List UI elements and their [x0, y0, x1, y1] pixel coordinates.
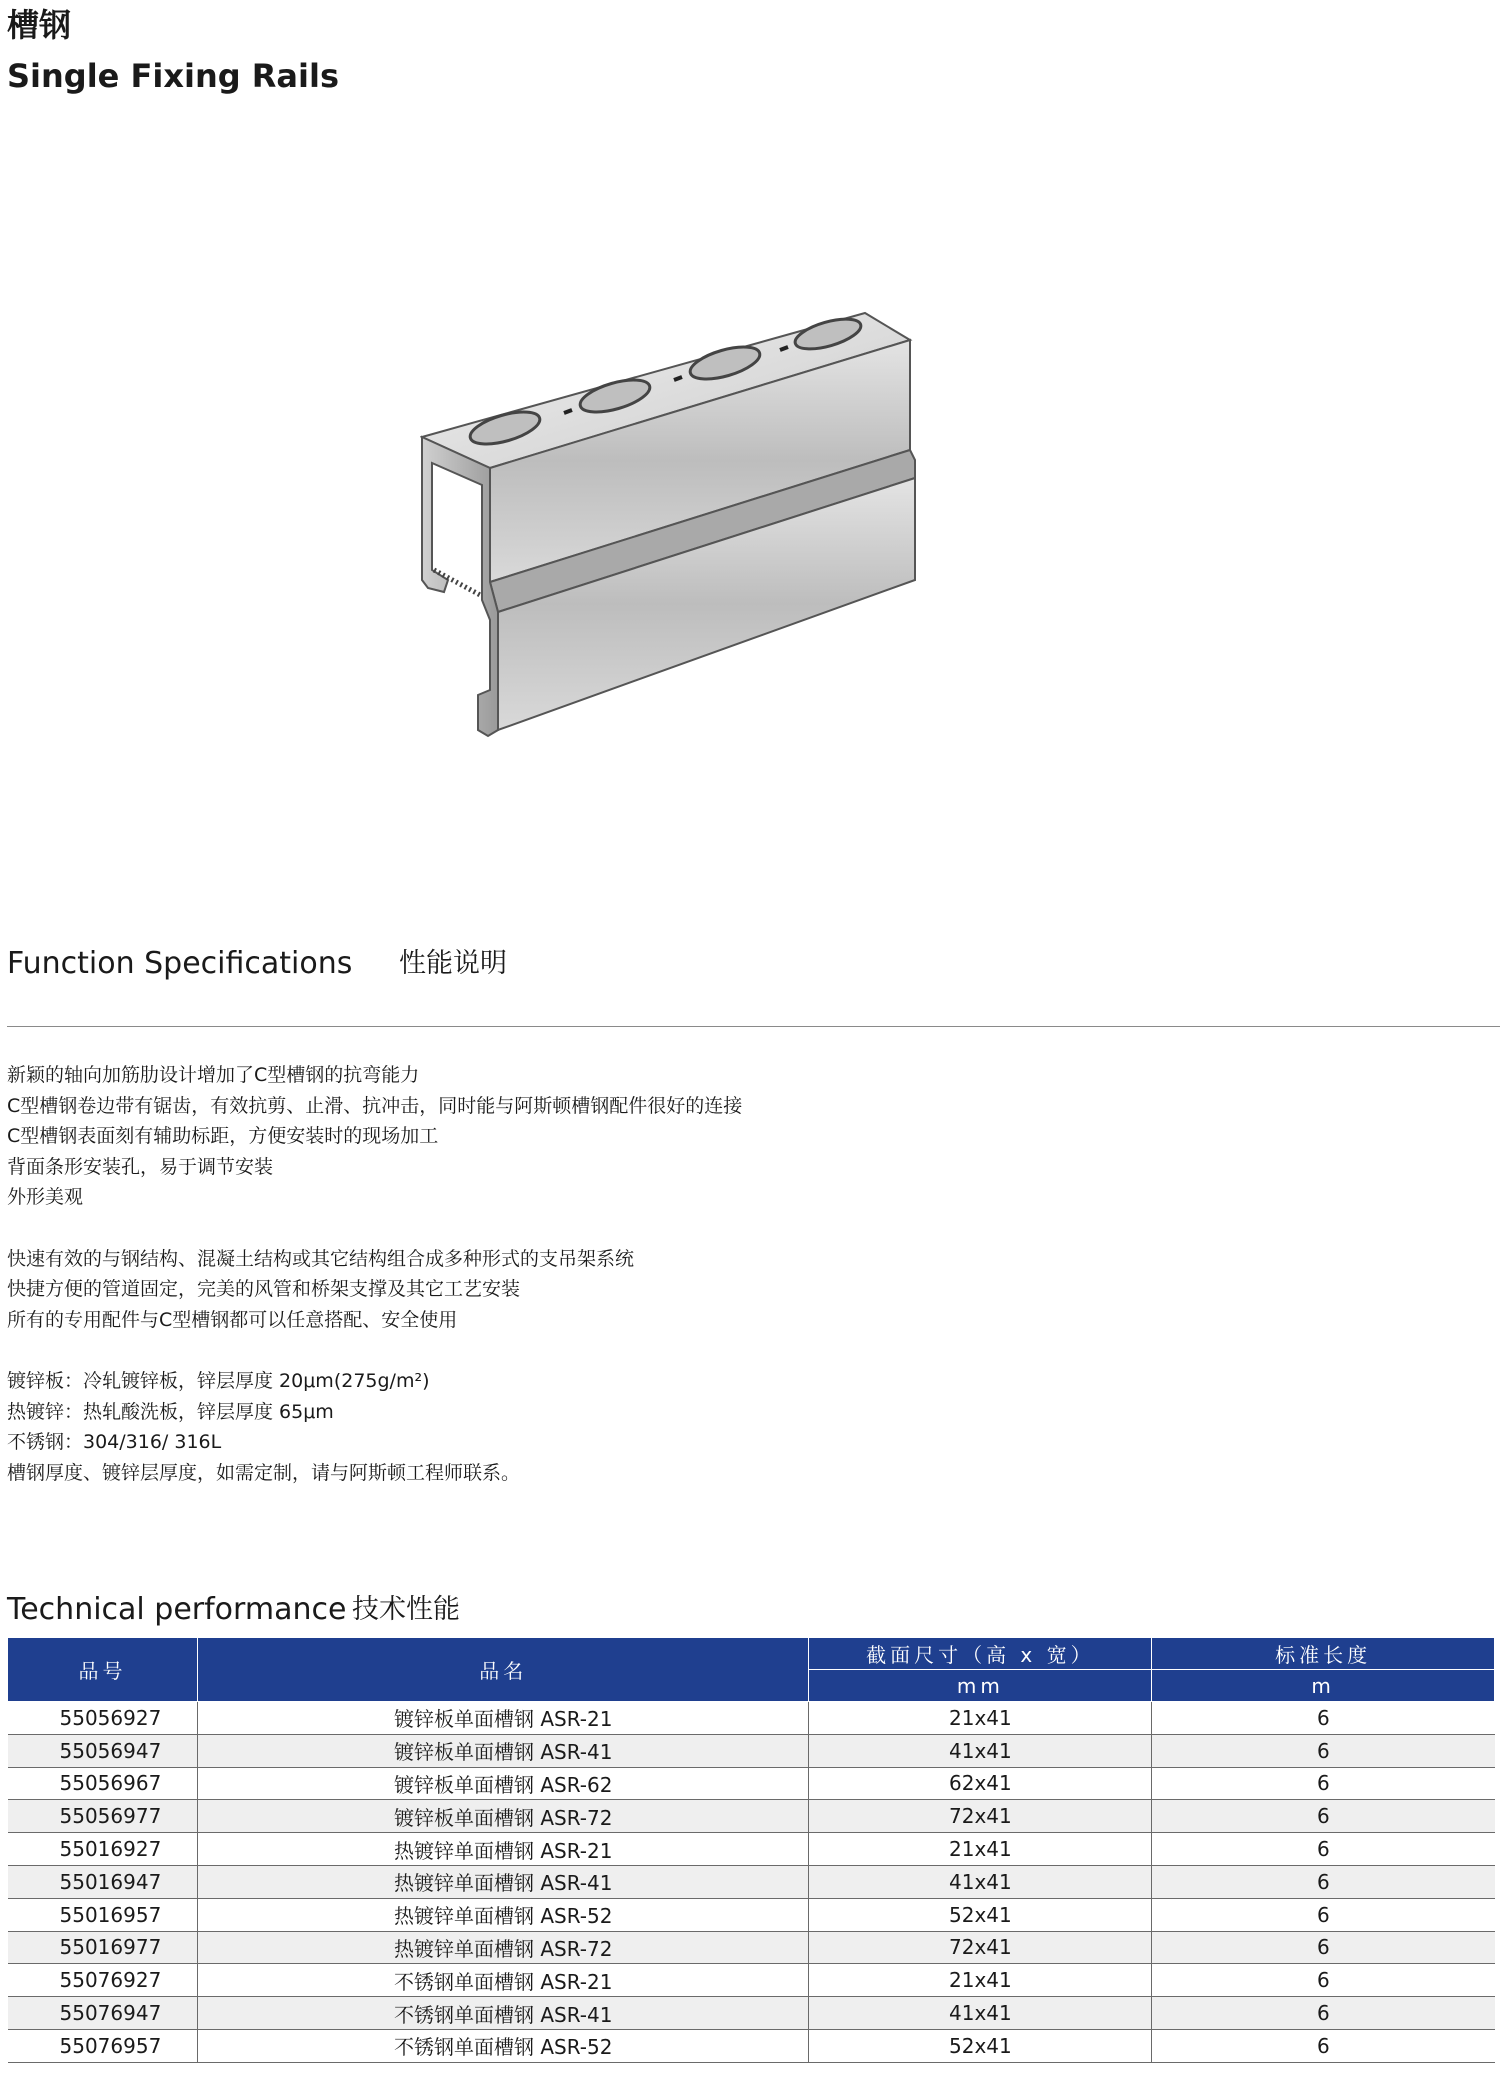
cell-section: 41x41 [809, 1734, 1152, 1767]
paragraph-gap [7, 1213, 1207, 1244]
cell-section: 41x41 [809, 1997, 1152, 2030]
function-heading-en: Function Specifications [7, 946, 353, 981]
cell-section: 21x41 [809, 1833, 1152, 1866]
table-row [8, 1898, 1495, 1931]
table-row [8, 1833, 1495, 1866]
cell-length: 6 [1152, 1767, 1495, 1800]
cell-length: 6 [1152, 1931, 1495, 1964]
column-header-section: 截面尺寸（高 x 宽） [809, 1638, 1152, 1670]
cell-section: 41x41 [809, 1865, 1152, 1898]
description-line: 新颖的轴向加筋肋设计增加了C型槽钢的抗弯能力 [7, 1064, 420, 1086]
cell-section: 52x41 [809, 1898, 1152, 1931]
cell-code: 55056977 [8, 1800, 198, 1833]
cell-length: 6 [1152, 2029, 1495, 2062]
table-row [8, 1734, 1495, 1767]
cell-name: 热镀锌单面槽钢 ASR-52 [197, 1898, 809, 1931]
description-line: 快速有效的与钢结构、混凝土结构或其它结构组合成多种形式的支吊架系统 [7, 1247, 635, 1270]
column-header-name: 品名 [197, 1638, 809, 1702]
cell-code: 55076927 [8, 1964, 198, 1997]
cell-name: 热镀锌单面槽钢 ASR-41 [197, 1865, 809, 1898]
column-unit-section: mm [809, 1670, 1152, 1702]
description-line: 镀锌板：冷轧镀锌板，锌层厚度 20μm(275g/m²) [7, 1369, 430, 1392]
table-row [8, 1964, 1495, 1997]
page-title-cn: 槽钢 [7, 6, 72, 44]
cell-name: 热镀锌单面槽钢 ASR-72 [197, 1931, 809, 1964]
table-row [8, 1931, 1495, 1964]
column-header-code: 品号 [8, 1638, 198, 1702]
cell-section: 72x41 [809, 1800, 1152, 1833]
description-line: 不锈钢：304/316/ 316L [7, 1431, 222, 1454]
cell-name: 镀锌板单面槽钢 ASR-21 [197, 1702, 809, 1735]
description-line: C型槽钢卷边带有锯齿，有效抗剪、止滑、抗冲击，同时能与阿斯顿槽钢配件很好的连接 [7, 1094, 743, 1117]
technical-heading-cn: 技术性能 [352, 1594, 460, 1625]
cell-length: 6 [1152, 1997, 1495, 2030]
column-header-length: 标准长度 [1152, 1638, 1495, 1670]
cell-section: 21x41 [809, 1964, 1152, 1997]
table-row [8, 1997, 1495, 2030]
description-line: C型槽钢表面刻有辅助标距，方便安装时的现场加工 [7, 1125, 439, 1148]
cell-length: 6 [1152, 1800, 1495, 1833]
cell-section: 62x41 [809, 1767, 1152, 1800]
page-title-en: Single Fixing Rails [7, 57, 339, 95]
technical-heading-en: Technical performance [7, 1592, 347, 1627]
cell-code: 55016977 [8, 1931, 198, 1964]
spec-table-body [8, 1702, 1495, 2063]
cell-name: 不锈钢单面槽钢 ASR-41 [197, 1997, 809, 2030]
table-row [8, 1800, 1495, 1833]
cell-name: 不锈钢单面槽钢 ASR-21 [197, 1964, 809, 1997]
section-divider [7, 1026, 1500, 1027]
cell-code: 55076957 [8, 2029, 198, 2062]
description-line: 外形美观 [7, 1186, 84, 1209]
description-line: 所有的专用配件与C型槽钢都可以任意搭配、安全使用 [7, 1308, 458, 1331]
cell-length: 6 [1152, 1865, 1495, 1898]
cell-length: 6 [1152, 1734, 1495, 1767]
cell-code: 55076947 [8, 1997, 198, 2030]
cell-length: 6 [1152, 1898, 1495, 1931]
technical-performance-heading [7, 1590, 460, 1630]
cell-name: 不锈钢单面槽钢 ASR-52 [197, 2029, 809, 2062]
cell-code: 55056927 [8, 1702, 198, 1735]
cell-length: 6 [1152, 1833, 1495, 1866]
cell-code: 55016947 [8, 1865, 198, 1898]
cell-length: 6 [1152, 1702, 1495, 1735]
table-row [8, 1865, 1495, 1898]
cell-code: 55056967 [8, 1767, 198, 1800]
cell-name: 镀锌板单面槽钢 ASR-72 [197, 1800, 809, 1833]
column-unit-length: m [1152, 1670, 1495, 1702]
table-row [8, 2029, 1495, 2062]
cell-name: 镀锌板单面槽钢 ASR-41 [197, 1734, 809, 1767]
description-line: 背面条形安装孔，易于调节安装 [7, 1155, 274, 1178]
cell-code: 55056947 [8, 1734, 198, 1767]
spec-table [7, 1637, 1495, 2063]
paragraph-gap [7, 1335, 1207, 1366]
cell-code: 55016957 [8, 1898, 198, 1931]
description-line: 槽钢厚度、镀锌层厚度，如需定制，请与阿斯顿工程师联系。 [7, 1461, 521, 1484]
table-row [8, 1767, 1495, 1800]
cell-section: 72x41 [809, 1931, 1152, 1964]
table-row [8, 1702, 1495, 1735]
channel-rail-illustration [420, 300, 1040, 770]
description-line: 快捷方便的管道固定，完美的风管和桥架支撑及其它工艺安装 [7, 1278, 521, 1301]
cell-section: 21x41 [809, 1702, 1152, 1735]
cell-code: 55016927 [8, 1833, 198, 1866]
cell-section: 52x41 [809, 2029, 1152, 2062]
function-description [7, 1060, 1207, 1488]
cell-name: 热镀锌单面槽钢 ASR-21 [197, 1833, 809, 1866]
cell-name: 镀锌板单面槽钢 ASR-62 [197, 1767, 809, 1800]
description-line: 热镀锌：热轧酸洗板，锌层厚度 65μm [7, 1400, 334, 1423]
function-specifications-heading [7, 944, 507, 984]
function-heading-cn: 性能说明 [399, 948, 507, 979]
cell-length: 6 [1152, 1964, 1495, 1997]
